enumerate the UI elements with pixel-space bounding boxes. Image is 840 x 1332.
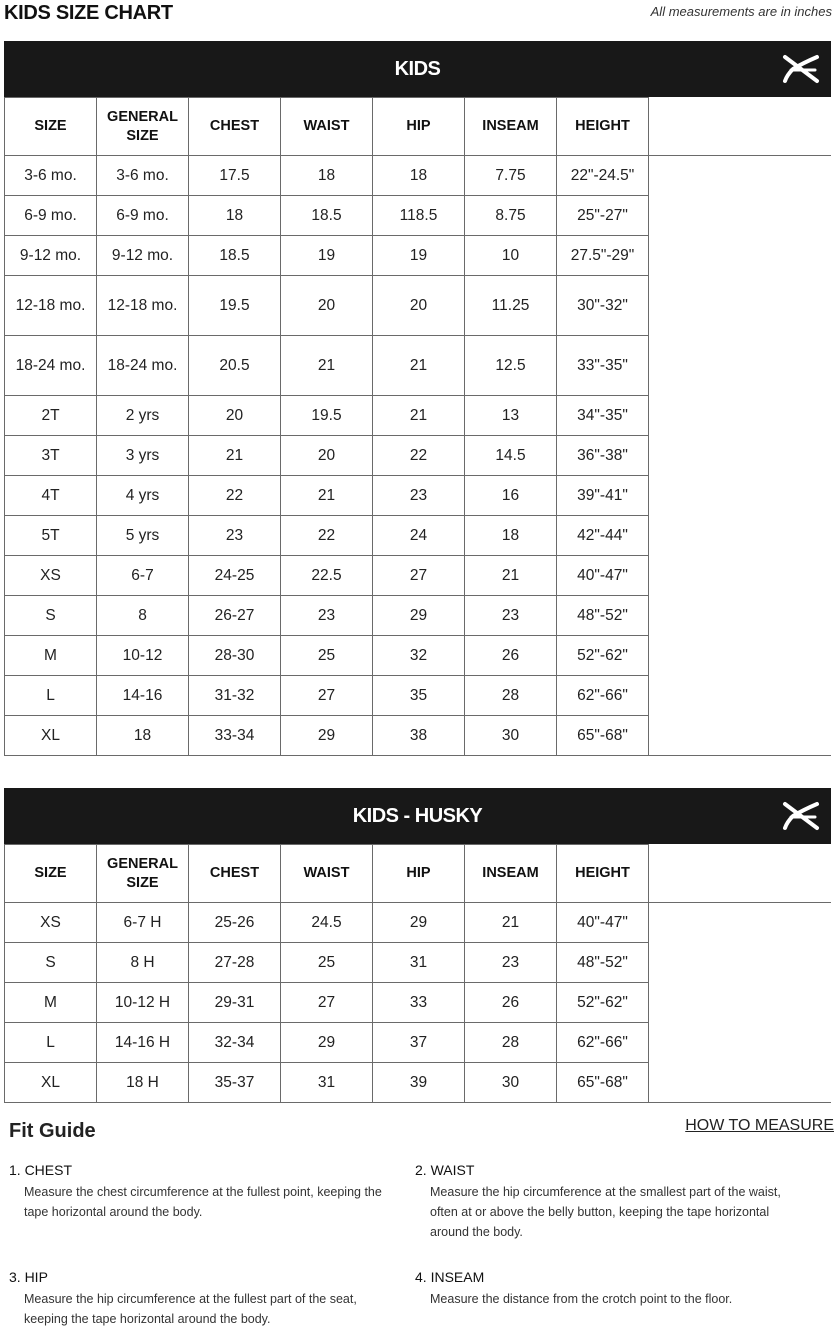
guide-item-text: Measure the chest circumference at the fullest point, keeping the tape horizontal around the body. [24,1185,382,1219]
blank-cell [649,476,832,516]
table-cell: 16 [465,476,557,516]
table-cell: 30 [465,716,557,756]
table-cell: 23 [189,516,281,556]
blank-cell [649,596,832,636]
table-cell: 13 [465,396,557,436]
table-cell: 10 [465,236,557,276]
table-cell: 12-18 mo. [97,276,189,336]
table-cell: 5T [5,516,97,556]
blank-cell [649,943,832,983]
table-cell: XL [5,1063,97,1103]
table-cell: 33"-35" [557,336,649,396]
table-cell: 3 yrs [97,436,189,476]
table-cell: 28-30 [189,636,281,676]
table-cell: 6-9 mo. [5,196,97,236]
page-title: KIDS SIZE CHART [4,2,173,24]
table-cell: 32-34 [189,1023,281,1063]
table-cell: 2T [5,396,97,436]
guide-item-text: Measure the hip circumference at the smallest part of the waist, often at or above the belly button, keeping the tape horizontal around the body. [430,1185,781,1239]
column-header: HEIGHT [557,98,649,156]
table-cell: 29 [373,903,465,943]
blank-cell [649,845,832,903]
table-cell: 18-24 mo. [5,336,97,396]
table-cell: 22.5 [281,556,373,596]
table-cell: 20 [281,436,373,476]
table-cell: 21 [281,336,373,396]
table-cell: 29 [281,716,373,756]
column-header: INSEAM [465,98,557,156]
table-cell: 11.25 [465,276,557,336]
column-header: WAIST [281,98,373,156]
table-cell: 52"-62" [557,983,649,1023]
table-cell: 27 [281,676,373,716]
blank-cell [649,716,832,756]
blank-cell [649,98,832,156]
blank-cell [649,1023,832,1063]
table-cell: 42"-44" [557,516,649,556]
table-cell: 48"-52" [557,596,649,636]
blank-cell [649,1063,832,1103]
table-cell: 8 [97,596,189,636]
blank-cell [649,156,832,196]
table-row [5,396,832,436]
table-cell: 18 [97,716,189,756]
blank-cell [649,556,832,596]
table-cell: 118.5 [373,196,465,236]
x-logo-icon [781,53,821,85]
table-cell: 34"-35" [557,396,649,436]
table-cell: 26-27 [189,596,281,636]
guide-item-heading: 1. CHEST [9,1162,73,1178]
table-cell: 12.5 [465,336,557,396]
blank-cell [649,336,832,396]
table-row [5,983,832,1023]
table-cell: 19 [373,236,465,276]
table-cell: 29-31 [189,983,281,1023]
table-cell: 18 [281,156,373,196]
table-cell: 5 yrs [97,516,189,556]
table-cell: 6-9 mo. [97,196,189,236]
table-cell: 18.5 [281,196,373,236]
table-cell: 3-6 mo. [5,156,97,196]
table-cell: 33-34 [189,716,281,756]
table-cell: 25 [281,943,373,983]
table-row [5,276,832,336]
table-cell: 30 [465,1063,557,1103]
table-cell: L [5,1023,97,1063]
table-cell: 22"-24.5" [557,156,649,196]
table-cell: 2 yrs [97,396,189,436]
column-header: SIZE [5,98,97,156]
blank-cell [649,516,832,556]
guide-item-inseam [415,1269,810,1309]
guide-item-hip [9,1269,404,1329]
guide-item-waist [415,1162,810,1242]
fit-guide-title: Fit Guide [9,1120,96,1142]
table-cell: 18 H [97,1063,189,1103]
table-cell: 21 [281,476,373,516]
table-cell: 40"-47" [557,903,649,943]
blank-cell [649,236,832,276]
table-row [5,636,832,676]
table-cell: 4 yrs [97,476,189,516]
table-cell: 22 [373,436,465,476]
table-cell: 23 [281,596,373,636]
table-cell: 30"-32" [557,276,649,336]
column-header: SIZE [5,845,97,903]
table-row [5,156,832,196]
column-header: GENERAL SIZE [97,845,189,903]
table-cell: XS [5,903,97,943]
table-cell: 14-16 H [97,1023,189,1063]
table-cell: 14-16 [97,676,189,716]
blank-cell [649,396,832,436]
table-cell: 14.5 [465,436,557,476]
blank-cell [649,636,832,676]
table-cell: 10-12 H [97,983,189,1023]
husky-table-title: KIDS - HUSKY [352,804,483,827]
table-cell: 31 [373,943,465,983]
blank-cell [649,196,832,236]
table-cell: 10-12 [97,636,189,676]
kids-column-headers [5,98,832,156]
table-cell: S [5,943,97,983]
blank-cell [649,903,832,943]
table-row [5,943,832,983]
table-cell: 40"-47" [557,556,649,596]
table-cell: 25-26 [189,903,281,943]
table-cell: 35-37 [189,1063,281,1103]
table-row [5,336,832,396]
table-cell: 17.5 [189,156,281,196]
table-cell: 18 [373,156,465,196]
measurement-note: All measurements are in inches [650,4,832,19]
table-cell: 65"-68" [557,716,649,756]
table-cell: 22 [189,476,281,516]
guide-item-heading: 3. HIP [9,1269,48,1285]
table-cell: 48"-52" [557,943,649,983]
table-cell: 27 [373,556,465,596]
kids-table-title: KIDS [394,57,441,80]
table-cell: 27-28 [189,943,281,983]
table-cell: 21 [373,336,465,396]
table-row [5,1063,832,1103]
table-cell: 19.5 [189,276,281,336]
table-cell: 65"-68" [557,1063,649,1103]
column-header: GENERAL SIZE [97,98,189,156]
table-cell: S [5,596,97,636]
table-cell: 33 [373,983,465,1023]
table-cell: 3T [5,436,97,476]
table-cell: 27 [281,983,373,1023]
table-cell: 20 [189,396,281,436]
blank-cell [649,676,832,716]
table-cell: 8.75 [465,196,557,236]
table-row [5,676,832,716]
table-cell: 28 [465,1023,557,1063]
table-row [5,596,832,636]
table-cell: 62"-66" [557,676,649,716]
kids-table-header [4,41,831,97]
table-cell: M [5,636,97,676]
blank-cell [649,436,832,476]
table-cell: 26 [465,636,557,676]
guide-item-text: Measure the hip circumference at the fullest part of the seat, keeping the tape horizontal around the body. [24,1292,357,1326]
table-cell: 18 [465,516,557,556]
x-logo-icon [781,800,821,832]
table-cell: 6-7 H [97,903,189,943]
table-row [5,476,832,516]
table-cell: 12-18 mo. [5,276,97,336]
table-cell: 32 [373,636,465,676]
table-cell: 23 [373,476,465,516]
guide-item-heading: 2. WAIST [415,1162,475,1178]
guide-item-chest [9,1162,404,1222]
table-cell: 7.75 [465,156,557,196]
table-cell: 24-25 [189,556,281,596]
table-cell: 21 [465,556,557,596]
table-cell: 19.5 [281,396,373,436]
table-cell: 9-12 mo. [97,236,189,276]
table-cell: 20 [373,276,465,336]
table-cell: 23 [465,943,557,983]
table-cell: 62"-66" [557,1023,649,1063]
table-cell: 18-24 mo. [97,336,189,396]
table-cell: 38 [373,716,465,756]
table-cell: 24.5 [281,903,373,943]
table-cell: 28 [465,676,557,716]
table-cell: 26 [465,983,557,1023]
table-row [5,556,832,596]
table-cell: 6-7 [97,556,189,596]
table-cell: 52"-62" [557,636,649,676]
how-to-measure-link[interactable]: HOW TO MEASURE [685,1117,834,1134]
table-row [5,903,832,943]
table-cell: 24 [373,516,465,556]
table-row [5,196,832,236]
table-cell: XL [5,716,97,756]
table-cell: 22 [281,516,373,556]
column-header: HIP [373,845,465,903]
guide-item-text: Measure the distance from the crotch point to the floor. [430,1292,733,1306]
table-cell: 19 [281,236,373,276]
table-cell: XS [5,556,97,596]
column-header: HIP [373,98,465,156]
table-cell: 29 [281,1023,373,1063]
table-row [5,1023,832,1063]
husky-table [4,844,831,1103]
table-cell: 35 [373,676,465,716]
table-cell: 21 [373,396,465,436]
table-cell: 20 [281,276,373,336]
table-cell: 9-12 mo. [5,236,97,276]
column-header: HEIGHT [557,845,649,903]
husky-size-table [4,788,831,1103]
table-cell: 36"-38" [557,436,649,476]
table-cell: 39 [373,1063,465,1103]
column-header: WAIST [281,845,373,903]
table-cell: 8 H [97,943,189,983]
table-cell: 39"-41" [557,476,649,516]
guide-item-heading: 4. INSEAM [415,1269,485,1285]
table-cell: 31-32 [189,676,281,716]
kids-size-table [4,41,831,756]
husky-column-headers [5,845,832,903]
table-cell: 18.5 [189,236,281,276]
table-cell: L [5,676,97,716]
column-header: CHEST [189,98,281,156]
column-header: INSEAM [465,845,557,903]
table-cell: 25"-27" [557,196,649,236]
blank-cell [649,983,832,1023]
table-row [5,516,832,556]
table-cell: 23 [465,596,557,636]
table-cell: 21 [465,903,557,943]
husky-table-header [4,788,831,844]
table-row [5,436,832,476]
table-cell: 25 [281,636,373,676]
table-cell: 29 [373,596,465,636]
table-row [5,716,832,756]
table-cell: 3-6 mo. [97,156,189,196]
table-cell: 37 [373,1023,465,1063]
table-cell: 18 [189,196,281,236]
kids-table [4,97,831,756]
table-cell: 27.5"-29" [557,236,649,276]
table-cell: 20.5 [189,336,281,396]
table-cell: 4T [5,476,97,516]
table-cell: M [5,983,97,1023]
table-cell: 21 [189,436,281,476]
column-header: CHEST [189,845,281,903]
table-row [5,236,832,276]
blank-cell [649,276,832,336]
table-cell: 31 [281,1063,373,1103]
